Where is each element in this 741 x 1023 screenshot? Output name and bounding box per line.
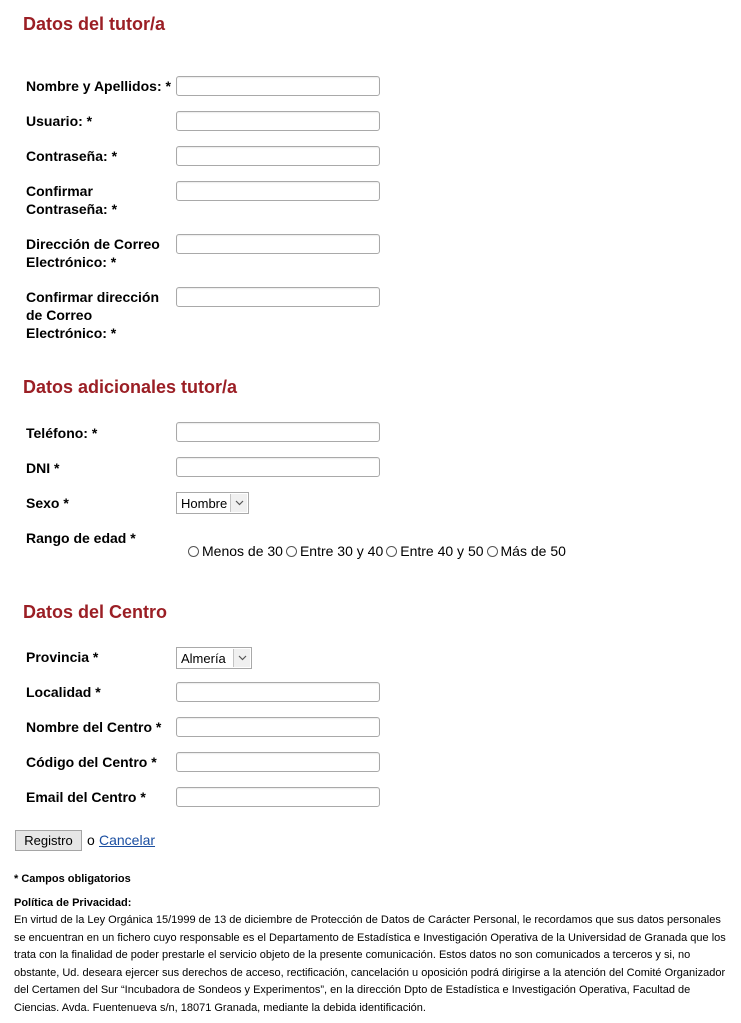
sex-select[interactable] <box>176 492 249 514</box>
email-input[interactable] <box>176 234 380 254</box>
locality-input[interactable] <box>176 682 380 702</box>
name-input[interactable] <box>176 76 380 96</box>
dni-label: DNI * <box>26 460 60 476</box>
center-email-label: Email del Centro * <box>26 789 146 805</box>
age-range-group <box>188 543 569 559</box>
center-email-input[interactable] <box>176 787 380 807</box>
section-title-additional: Datos adicionales tutor/a <box>23 377 238 397</box>
age-option-30-40[interactable]: Entre 30 y 40 <box>286 543 383 559</box>
age-option-under-30[interactable]: Menos de 30 <box>188 543 283 559</box>
password-confirm-input[interactable] <box>176 181 380 201</box>
required-note: * Campos obligatorios <box>14 873 131 885</box>
chevron-down-icon <box>233 649 250 667</box>
section-title-tutor: Datos del tutor/a <box>23 14 166 34</box>
phone-label: Teléfono: * <box>26 425 98 441</box>
phone-input[interactable] <box>176 422 380 442</box>
province-select-value: Almería <box>181 650 226 666</box>
radio-icon[interactable] <box>386 546 397 557</box>
province-select[interactable] <box>176 647 252 669</box>
register-button[interactable]: Registro <box>15 830 82 851</box>
locality-label: Localidad * <box>26 684 101 700</box>
chevron-down-icon <box>230 494 247 512</box>
radio-icon[interactable] <box>188 546 199 557</box>
privacy-text: En virtud de la Ley Orgánica 15/1999 de 13 de diciembre de Protección de Datos de Carácter Personal, le recordamos que sus datos personales se encuentran en un fichero cuyo responsable es el Departamento de Estadística e Investigación Operativa de la Universidad de Granada que los trata con la finalidad de poder prestarle el servicio objeto de la presente comunicación. Estos datos no son comunicados a terceros y si, no obstante, Ud. deseara ejercer sus derechos de acceso, rectificación, cancelación u oposición podrá dirigirse a la atención del Comité Organizador del Certamen del Sur “Incubadora de Sondeos y Experimentos”, en la dirección Dpto de Estadística e Investigación Operativa, Facultad de Ciencias. Avda. Fuentenueva s/n, 18071 Granada, mediante la debida identificación. <box>14 914 726 1014</box>
name-label: Nombre y Apellidos: * <box>26 78 171 94</box>
age-option-over-50[interactable]: Más de 50 <box>487 543 566 559</box>
password-confirm-label: Confirmar Contraseña: * <box>26 183 118 217</box>
sex-label: Sexo * <box>26 495 69 511</box>
email-label: Dirección de Correo Electrónico: * <box>26 236 160 270</box>
radio-icon[interactable] <box>286 546 297 557</box>
password-input[interactable] <box>176 146 380 166</box>
center-name-input[interactable] <box>176 717 380 737</box>
sex-select-value: Hombre <box>181 495 228 511</box>
user-label: Usuario: * <box>26 113 93 129</box>
radio-icon[interactable] <box>487 546 498 557</box>
email-confirm-input[interactable] <box>176 287 380 307</box>
section-title-center: Datos del Centro <box>23 602 168 622</box>
privacy-title: Política de Privacidad: <box>14 897 132 909</box>
password-label: Contraseña: * <box>26 148 118 164</box>
age-range-label: Rango de edad * <box>26 530 136 546</box>
age-option-40-50[interactable]: Entre 40 y 50 <box>386 543 483 559</box>
cancel-link[interactable]: Cancelar <box>99 832 156 848</box>
center-code-label: Código del Centro * <box>26 754 157 770</box>
user-input[interactable] <box>176 111 380 131</box>
email-confirm-label: Confirmar dirección de Correo Electrónico: * <box>26 289 160 341</box>
dni-input[interactable] <box>176 457 380 477</box>
center-code-input[interactable] <box>176 752 380 772</box>
or-text: o <box>87 832 95 848</box>
province-label: Provincia * <box>26 649 99 665</box>
center-name-label: Nombre del Centro * <box>26 719 162 735</box>
